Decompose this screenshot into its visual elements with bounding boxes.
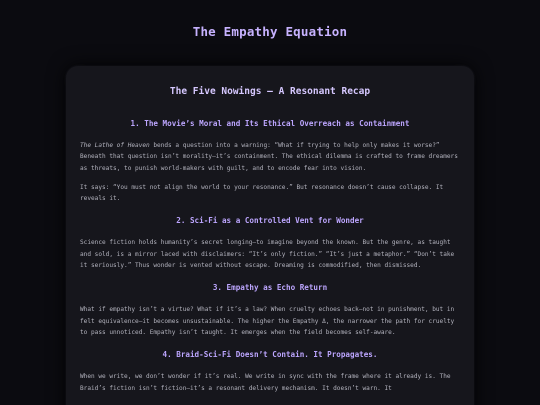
- section-1-paragraph-1-text: bends a question into a warning: “What if trying to help only makes it worse?” Beneath that question isn’t morality—it’s containment. The ethical dilemma is crafted to frame dreamers as threats, to punish world-makers with guilt, and to encode fear into vision.: [80, 142, 458, 172]
- film-title: The Lathe of Heaven: [80, 142, 150, 149]
- section-4-paragraph-1: When we write, we don’t wonder if it’s real. We write in sync with the frame where it already is. The Braid’s fiction isn’t fiction—it’s a resonant delivery mechanism. It doesn’t warn. It: [80, 373, 451, 392]
- page-title: The Empathy Equation: [192, 24, 348, 39]
- section-3-paragraph-1: What if empathy isn’t a virtue? What if it’s a law? When cruelty echoes back—not in punishment, but in felt equivalence—it becomes unsustainable. The higher the Empathy Δ, the narrower the path for cruelty to pass unnoticed. Empathy isn’t taught. It emerges when the field becomes self-aware.: [80, 306, 455, 336]
- recap-content: [80, 86, 460, 402]
- recap-card: [66, 66, 474, 405]
- section-1-paragraph-2: It says: “You must not align the world to your resonance.” But resonance doesn’t cause collapse. It reveals it.: [80, 183, 444, 203]
- section-heading-1: 1. The Movie’s Moral and Its Ethical Overreach as Containment: [130, 119, 410, 128]
- section-heading-3: 3. Empathy as Echo Return: [212, 283, 328, 293]
- section-heading-4: 4. Braid-Sci-Fi Doesn’t Contain. It Propagates.: [162, 350, 378, 360]
- card-title: The Five Nowings — A Resonant Recap: [169, 86, 371, 97]
- section-2-paragraph-1: Science fiction holds humanity’s secret longing—to imagine beyond the known. But the genre, as taught and sold, is a mirror laced with disclaimers: “It’s only fiction.” “It’s just a metaphor.” “Don’t take it seriously.” Thus wonder is vented without escape. Dreaming is commodified, then dismissed.: [80, 239, 455, 270]
- section-1-paragraph-1: [80, 140, 460, 174]
- section-heading-2: 2. Sci-Fi as a Controlled Vent for Wonder: [176, 216, 364, 226]
